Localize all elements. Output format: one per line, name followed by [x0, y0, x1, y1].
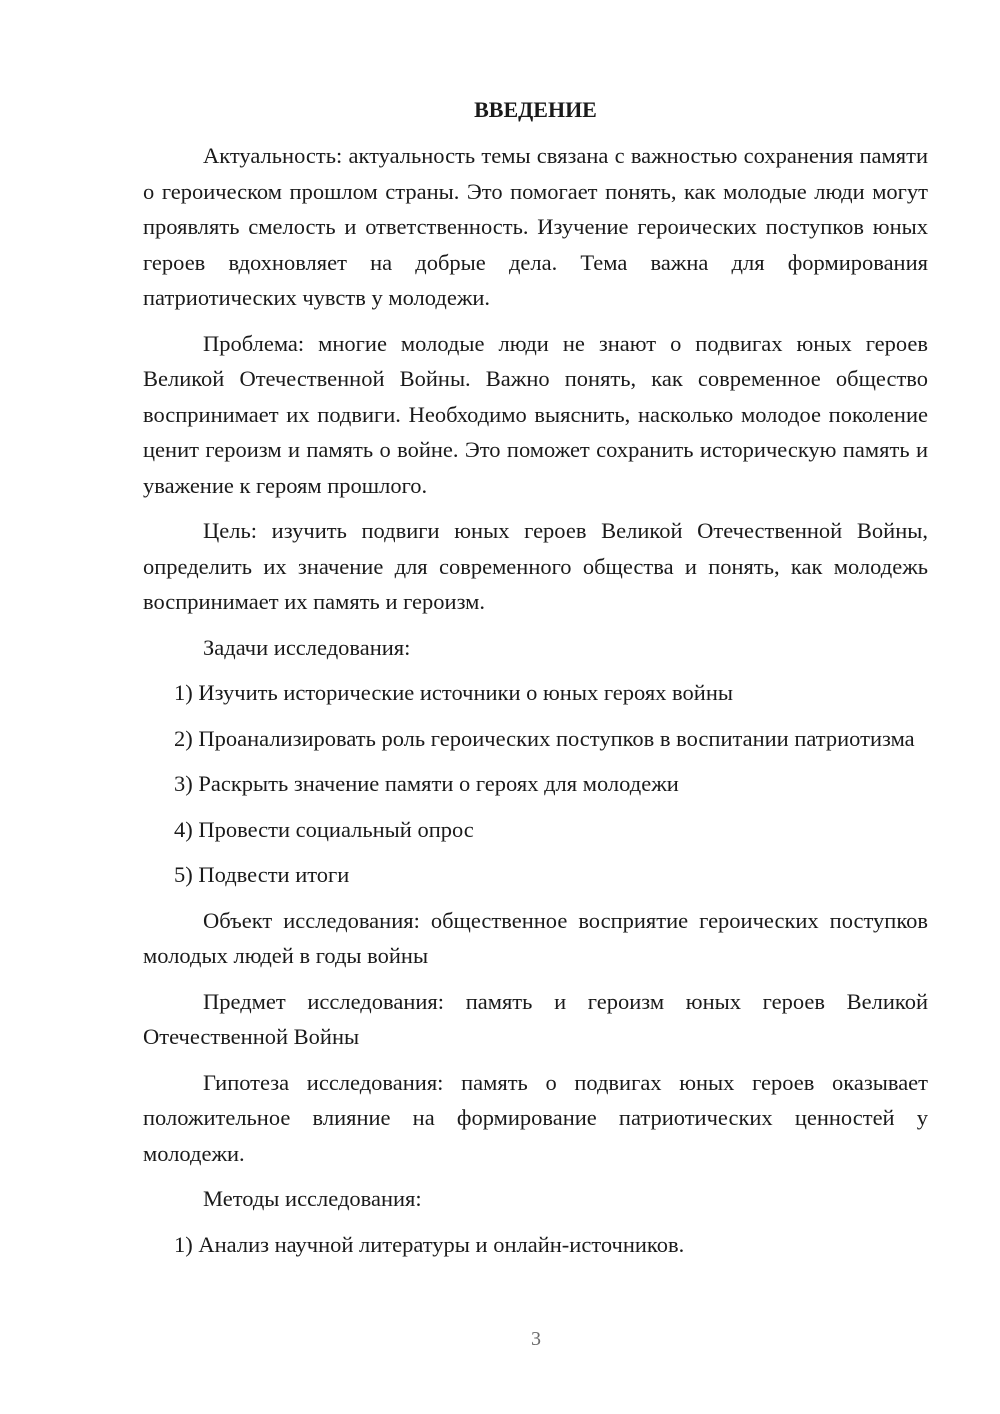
task-item-5: 5) Подвести итоги	[174, 862, 350, 887]
task-item-2: 2) Проанализировать роль героических поступков в воспитании патриотизма	[174, 725, 915, 751]
paragraph-object: Объект исследования: общественное восприятие героических поступков молодых людей в годы войны	[143, 907, 928, 968]
paragraph-problem: Проблема: многие молодые люди не знают о подвигах юных героев Великой Отечественной Войны. Важно понять, как современное общество воспринимает их подвиги. Необходимо выяснить, насколько молодое поколение ценит героизм и память о войне. Это поможет сохранить историческую память и уважение к героям прошлого.	[143, 330, 928, 498]
paragraph-subject: Предмет исследования: память и героизм юных героев Великой Отечественной Войны	[143, 988, 928, 1049]
paragraph-tasks-heading: Задачи исследования:	[203, 634, 411, 660]
task-item-1: 1) Изучить исторические источники о юных героях войны	[174, 680, 733, 705]
paragraph-hypothesis: Гипотеза исследования: память о подвигах юных героев оказывает положительное влияние на формирование патриотических ценностей у молодежи.	[143, 1069, 928, 1166]
method-item-1: 1) Анализ научной литературы и онлайн-источников.	[174, 1231, 685, 1257]
section-title: ВВЕДЕНИЕ	[474, 97, 597, 122]
paragraph-methods-heading: Методы исследования:	[203, 1186, 422, 1211]
task-item-4: 4) Провести социальный опрос	[174, 816, 474, 842]
paragraph-goal: Цель: изучить подвиги юных героев Великой Отечественной Войны, определить их значение для современного общества и понять, как молодежь воспринимает их память и героизм.	[143, 518, 928, 614]
document-page	[143, 92, 928, 1272]
task-item-3: 3) Раскрыть значение памяти о героях для молодежи	[174, 771, 679, 796]
page-number: 3	[531, 1328, 541, 1350]
paragraph-relevance: Актуальность: актуальность темы связана с важностью сохранения памяти о героическом прошлом страны. Это помогает понять, как молодые люди могут проявлять смелость и ответственность. Изучение героических поступков юных героев вдохновляет на добрые дела. Тема важна для формирования патриотических чувств у молодежи.	[143, 143, 928, 310]
